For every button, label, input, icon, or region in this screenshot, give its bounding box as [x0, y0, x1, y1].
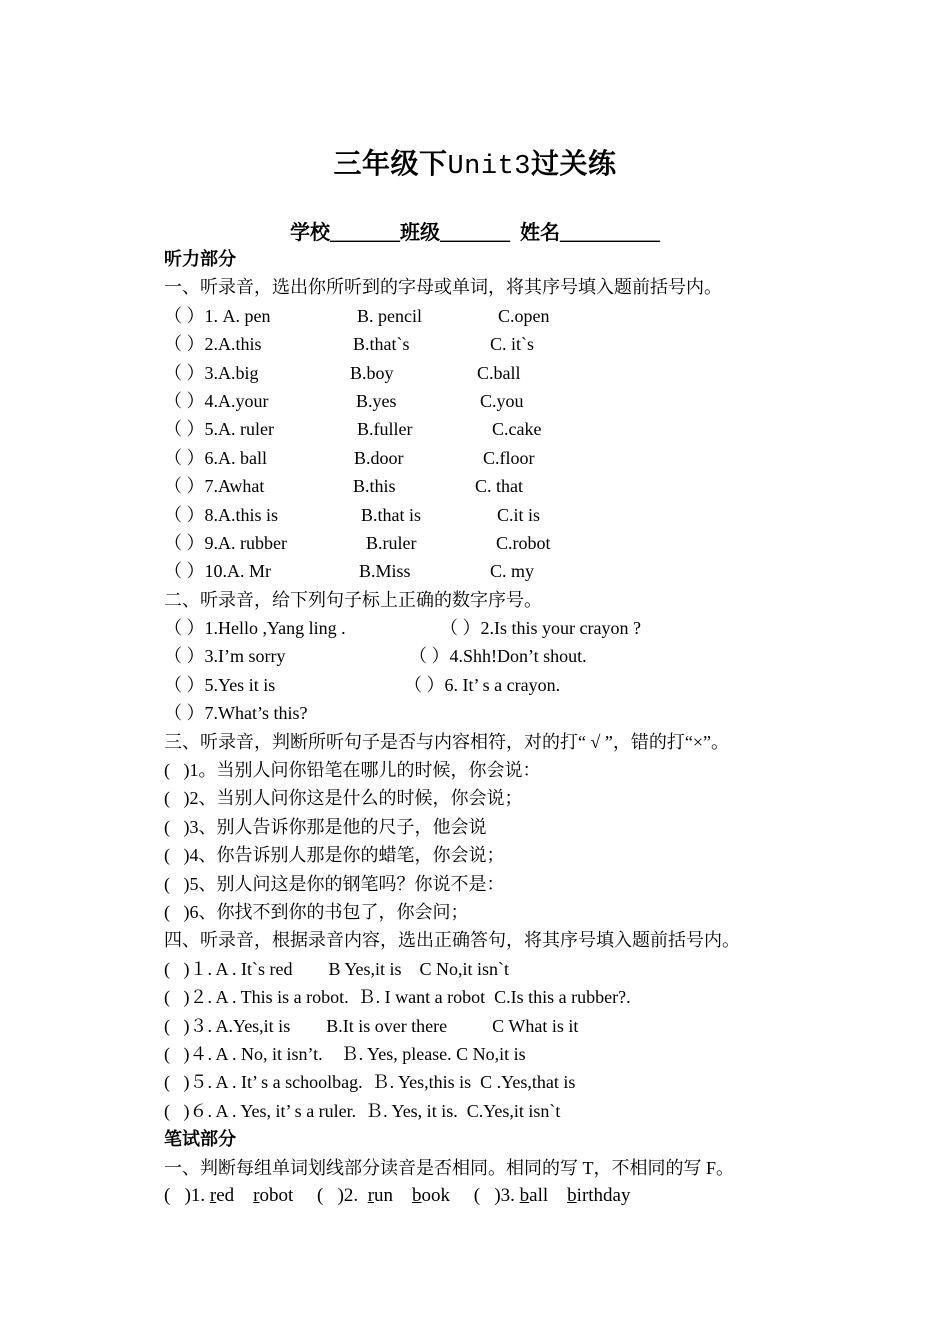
section-1-heading: 一、听录音，选出你所听到的字母或单词，将其序号填入题前括号内。 — [164, 277, 722, 298]
numbering-right: （ ）4.Shh!Don’t shout. — [409, 646, 587, 667]
choice-question: （ ）8.A.this is — [164, 504, 279, 525]
answer-item: ( )３. A.Yes,it is B.It is over there C What is it — [164, 1015, 579, 1036]
section-3-heading: 三、听录音，判断所听句子是否与内容相符，对的打“ √ ”，错的打“×”。 — [164, 731, 729, 752]
judge-item: ( )2、当别人问你这是什么的时候，你会说； — [164, 788, 523, 809]
word-group-prefix: ( )1. — [164, 1184, 210, 1206]
underlined-letter: r — [367, 1184, 375, 1206]
choice-row — [164, 444, 924, 472]
word-rest: obot — [259, 1184, 294, 1206]
choice-row — [164, 529, 924, 557]
word-rest: all — [529, 1184, 549, 1206]
choice-question: （ ）5.A. ruler — [164, 419, 274, 440]
underlined-letter: b — [519, 1184, 530, 1206]
choice-b: B.that is — [361, 504, 422, 525]
choice-b: B. pencil — [357, 305, 422, 326]
page-title — [0, 142, 950, 182]
word-rest: un — [374, 1184, 394, 1206]
word-group-prefix: ( )3. — [473, 1184, 520, 1206]
word-group-prefix: ( )2. — [317, 1184, 368, 1206]
underlined-letter: r — [209, 1184, 217, 1206]
section-2-list — [164, 614, 924, 728]
numbering-left: （ ）1.Hello ,Yang ling . — [164, 618, 346, 639]
numbering-right: （ ）6. It’ s a crayon. — [404, 674, 561, 695]
choice-b: B.fuller — [357, 419, 413, 440]
section-5-heading: 一、判断每组单词划线部分读音是否相同。相同的写 T，不相同的写 F。 — [164, 1157, 735, 1178]
choice-b: B.ruler — [366, 532, 417, 553]
listening-header: 听力部分 — [164, 249, 236, 269]
choice-c: C.robot — [496, 532, 551, 553]
numbering-row — [164, 614, 924, 642]
choice-row — [164, 302, 924, 330]
choice-c: C.you — [480, 390, 524, 411]
choice-row — [164, 415, 924, 443]
section-5-words — [164, 1182, 924, 1210]
numbering-right: （ ）2.Is this your crayon ? — [440, 618, 641, 639]
choice-question: （ ）9.A. rubber — [164, 532, 287, 553]
choice-question: （ ）6.A. ball — [164, 447, 267, 468]
choice-row — [164, 387, 924, 415]
judge-item: ( )4、你告诉别人那是你的蜡笔，你会说； — [164, 845, 505, 866]
answer-item: ( )５. A . It’ s a schoolbag. Ｂ. Yes,this is C .Yes,that is — [164, 1072, 576, 1093]
judge-item: ( )1。当别人问你铅笔在哪儿的时候，你会说： — [164, 760, 541, 781]
choice-b: B.boy — [350, 362, 394, 383]
choice-c: C.floor — [483, 447, 535, 468]
choice-question: （ ）10.A. Mr — [164, 561, 271, 582]
choice-row — [164, 472, 924, 500]
numbering-row — [164, 699, 924, 727]
choice-row — [164, 359, 924, 387]
choice-c: C.it is — [497, 504, 541, 525]
choice-c: C.ball — [477, 362, 521, 383]
judge-item: ( )3、别人告诉你那是他的尺子，他会说 — [164, 816, 487, 837]
numbering-left: （ ）5.Yes it is — [164, 674, 276, 695]
choice-c: C. that — [475, 476, 523, 497]
choice-question: （ ）7.Awhat — [164, 476, 265, 497]
worksheet-content — [164, 245, 924, 1210]
title-unit: Unit3 — [447, 152, 531, 182]
answer-item: ( )６. A . Yes, it’ s a ruler. Ｂ. Yes, it is. C.Yes,it isn`t — [164, 1100, 561, 1121]
section-2-heading: 二、听录音，给下列句子标上正确的数字序号。 — [164, 589, 542, 610]
word-rest: ook — [421, 1184, 451, 1206]
numbering-row — [164, 642, 924, 670]
answer-item: ( )１. A . It`s red B Yes,it is C No,it isn`t — [164, 958, 510, 979]
section-4-heading: 四、听录音，根据录音内容，选出正确答句，将其序号填入题前括号内。 — [164, 930, 740, 951]
title-cn-1: 三年级下 — [333, 149, 448, 180]
choice-question: （ ）2.A.this — [164, 334, 262, 355]
answer-item: ( )２. A . This is a robot. Ｂ. I want a robot C.Is this a rubber?. — [164, 987, 631, 1008]
choice-c: C. it`s — [490, 334, 535, 355]
section-3-list — [164, 756, 924, 926]
judge-item: ( )5、别人问这是你的钢笔吗？你说不是： — [164, 873, 505, 894]
choice-b: B.that`s — [353, 334, 410, 355]
choice-c: C. my — [490, 561, 535, 582]
choice-b: B.door — [354, 447, 404, 468]
underlined-letter: r — [253, 1184, 260, 1206]
section-1-list — [164, 302, 924, 586]
underlined-letter: b — [567, 1184, 577, 1206]
choice-b: B.yes — [356, 390, 397, 411]
answer-item: ( )４. A . No, it isn’t. Ｂ. Yes, please. C No,it is — [164, 1043, 526, 1064]
numbering-left: （ ）3.I’m sorry — [164, 646, 286, 667]
choice-question: （ ）4.A.your — [164, 390, 269, 411]
choice-row — [164, 501, 924, 529]
choice-c: C.open — [498, 305, 550, 326]
choice-b: B.Miss — [359, 561, 411, 582]
choice-c: C.cake — [492, 419, 542, 440]
choice-question: （ ）1. A. pen — [164, 305, 271, 326]
student-info-line: 学校_______班级_______ 姓名__________ — [290, 222, 660, 244]
underlined-letter: b — [412, 1184, 422, 1206]
choice-row — [164, 330, 924, 358]
word-rest: irthday — [576, 1184, 631, 1206]
title-cn-2: 过关练 — [531, 149, 617, 180]
judge-item: ( )6、你找不到你的书包了，你会问； — [164, 901, 469, 922]
written-header: 笔试部分 — [164, 1129, 236, 1150]
numbering-row — [164, 671, 924, 699]
choice-b: B.this — [353, 476, 396, 497]
numbering-left: （ ）7.What’s this? — [164, 703, 308, 724]
choice-row — [164, 557, 924, 585]
choice-question: （ ）3.A.big — [164, 362, 259, 383]
word-rest: ed — [216, 1184, 235, 1206]
section-4-list — [164, 955, 924, 1125]
